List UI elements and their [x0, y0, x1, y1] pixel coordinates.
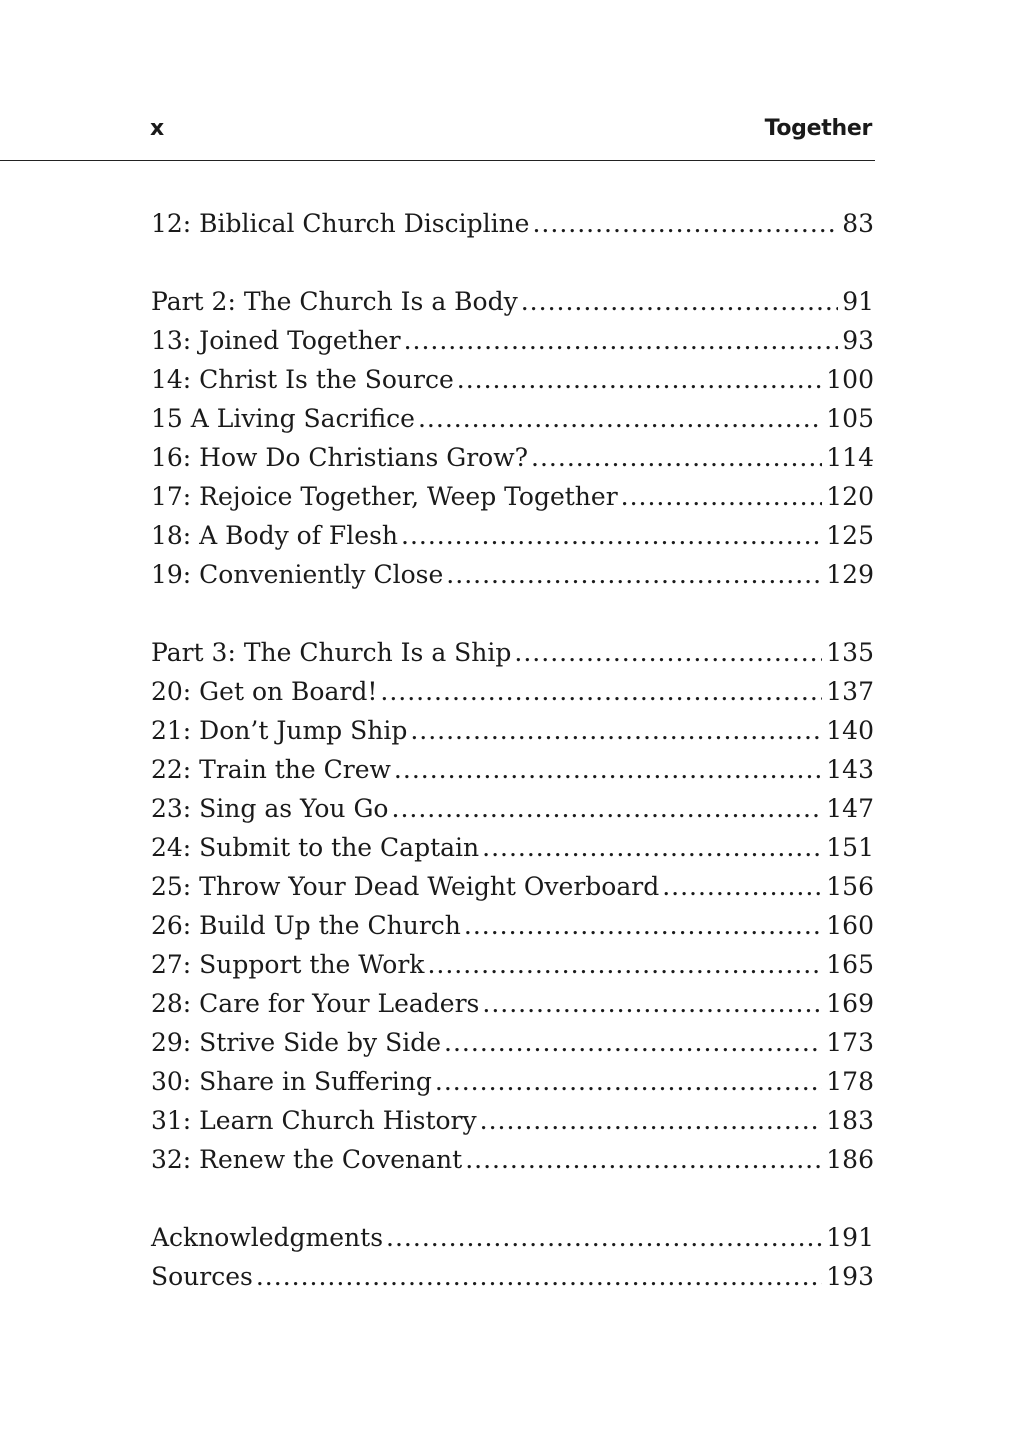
dot-leader	[392, 789, 823, 828]
toc-entry[interactable]	[151, 945, 874, 984]
toc-entry[interactable]	[151, 1218, 874, 1257]
toc-entry-title: 23: Sing as You Go	[151, 794, 389, 823]
dot-leader	[464, 906, 822, 945]
toc-entry[interactable]	[151, 282, 874, 321]
toc-entry-page-number: 160	[826, 911, 874, 940]
dot-leader	[256, 1257, 822, 1296]
toc-entry-page-number: 165	[826, 950, 874, 979]
toc-entry-page-number: 137	[826, 677, 874, 706]
toc-entry-page-number: 186	[826, 1145, 874, 1174]
dot-leader	[427, 945, 822, 984]
dot-leader	[480, 1101, 823, 1140]
toc-entry-title: Sources	[151, 1262, 253, 1291]
toc-entry-page-number: 147	[826, 794, 874, 823]
toc-entry-page-number: 105	[826, 404, 874, 433]
toc-entry-title: 22: Train the Crew	[151, 755, 391, 784]
dot-leader	[410, 711, 822, 750]
toc-entry[interactable]	[151, 399, 874, 438]
toc-entry[interactable]	[151, 828, 874, 867]
toc-entry[interactable]	[151, 789, 874, 828]
toc-entry[interactable]	[151, 984, 874, 1023]
toc-entry[interactable]	[151, 555, 874, 594]
toc-entry-page-number: 135	[826, 638, 874, 667]
toc-entry-page-number: 169	[826, 989, 874, 1018]
toc-entry-title: 18: A Body of Flesh	[151, 521, 398, 550]
toc-entry-page-number: 178	[826, 1067, 874, 1096]
toc-entry[interactable]	[151, 516, 874, 555]
toc-entry-title: 17: Rejoice Together, Weep Together	[151, 482, 618, 511]
toc-entry[interactable]	[151, 672, 874, 711]
table-of-contents	[151, 204, 874, 1335]
dot-leader	[531, 438, 822, 477]
toc-entry-title: 29: Strive Side by Side	[151, 1028, 442, 1057]
toc-entry-title: 25: Throw Your Dead Weight Overboard	[151, 872, 660, 901]
dot-leader	[521, 282, 838, 321]
toc-entry-title: Acknowledgments	[151, 1223, 384, 1252]
toc-group	[151, 204, 874, 243]
dot-leader	[394, 750, 822, 789]
toc-entry-page-number: 93	[842, 326, 874, 355]
toc-entry-title: 19: Conveniently Close	[151, 560, 444, 589]
toc-entry-page-number: 191	[826, 1223, 874, 1252]
toc-entry-page-number: 100	[826, 365, 874, 394]
toc-entry[interactable]	[151, 1062, 874, 1101]
toc-entry-title: 14: Christ Is the Source	[151, 365, 454, 394]
toc-entry-title: 31: Learn Church History	[151, 1106, 477, 1135]
toc-entry[interactable]	[151, 633, 874, 672]
dot-leader	[404, 321, 839, 360]
toc-entry[interactable]	[151, 1257, 874, 1296]
dot-leader	[401, 516, 822, 555]
toc-entry-page-number: 83	[842, 209, 874, 238]
toc-entry-page-number: 143	[826, 755, 874, 784]
dot-leader	[532, 204, 838, 243]
toc-entry-title: 30: Share in Suffering	[151, 1067, 432, 1096]
page-number: x	[150, 116, 165, 141]
dot-leader	[444, 1023, 822, 1062]
dot-leader	[465, 1140, 822, 1179]
toc-entry-title: 21: Don’t Jump Ship	[151, 716, 408, 745]
toc-entry[interactable]	[151, 477, 874, 516]
toc-entry-title: 13: Joined Together	[151, 326, 401, 355]
toc-entry-title: 16: How Do Christians Grow?	[151, 443, 529, 472]
dot-leader	[457, 360, 823, 399]
toc-group	[151, 282, 874, 594]
toc-entry[interactable]	[151, 711, 874, 750]
toc-entry-title: Part 3: The Church Is a Ship	[151, 638, 512, 667]
toc-entry-title: 26: Build Up the Church	[151, 911, 461, 940]
toc-entry-title: 12: Biblical Church Discipline	[151, 209, 530, 238]
running-header	[0, 112, 875, 161]
toc-entry-title: 20: Get on Board!	[151, 677, 378, 706]
toc-entry-page-number: 125	[826, 521, 874, 550]
dot-leader	[662, 867, 822, 906]
toc-entry[interactable]	[151, 438, 874, 477]
toc-entry-page-number: 193	[826, 1262, 874, 1291]
toc-entry-title: 27: Support the Work	[151, 950, 425, 979]
toc-entry[interactable]	[151, 750, 874, 789]
toc-entry-title: Part 2: The Church Is a Body	[151, 287, 518, 316]
toc-entry[interactable]	[151, 360, 874, 399]
dot-leader	[418, 399, 822, 438]
toc-group	[151, 1218, 874, 1296]
toc-entry[interactable]	[151, 906, 874, 945]
dot-leader	[380, 672, 822, 711]
toc-entry-page-number: 91	[842, 287, 874, 316]
dot-leader	[514, 633, 822, 672]
toc-entry-page-number: 129	[826, 560, 874, 589]
toc-entry[interactable]	[151, 204, 874, 243]
toc-entry-page-number: 114	[826, 443, 874, 472]
toc-entry-title: 28: Care for Your Leaders	[151, 989, 480, 1018]
toc-entry[interactable]	[151, 1101, 874, 1140]
dot-leader	[482, 984, 822, 1023]
toc-entry-page-number: 151	[826, 833, 874, 862]
book-title: Together	[764, 116, 872, 141]
toc-group	[151, 633, 874, 1179]
dot-leader	[386, 1218, 822, 1257]
toc-entry[interactable]	[151, 1023, 874, 1062]
toc-entry-page-number: 120	[826, 482, 874, 511]
toc-entry[interactable]	[151, 867, 874, 906]
toc-entry-title: 15 A Living Sacrifice	[151, 404, 415, 433]
toc-entry[interactable]	[151, 1140, 874, 1179]
toc-entry-page-number: 173	[826, 1028, 874, 1057]
toc-entry-title: 32: Renew the Covenant	[151, 1145, 463, 1174]
toc-entry-page-number: 156	[826, 872, 874, 901]
toc-entry-title: 24: Submit to the Captain	[151, 833, 480, 862]
dot-leader	[446, 555, 822, 594]
dot-leader	[482, 828, 822, 867]
dot-leader	[621, 477, 823, 516]
toc-entry[interactable]	[151, 321, 874, 360]
toc-entry-page-number: 140	[826, 716, 874, 745]
dot-leader	[435, 1062, 822, 1101]
toc-entry-page-number: 183	[826, 1106, 874, 1135]
